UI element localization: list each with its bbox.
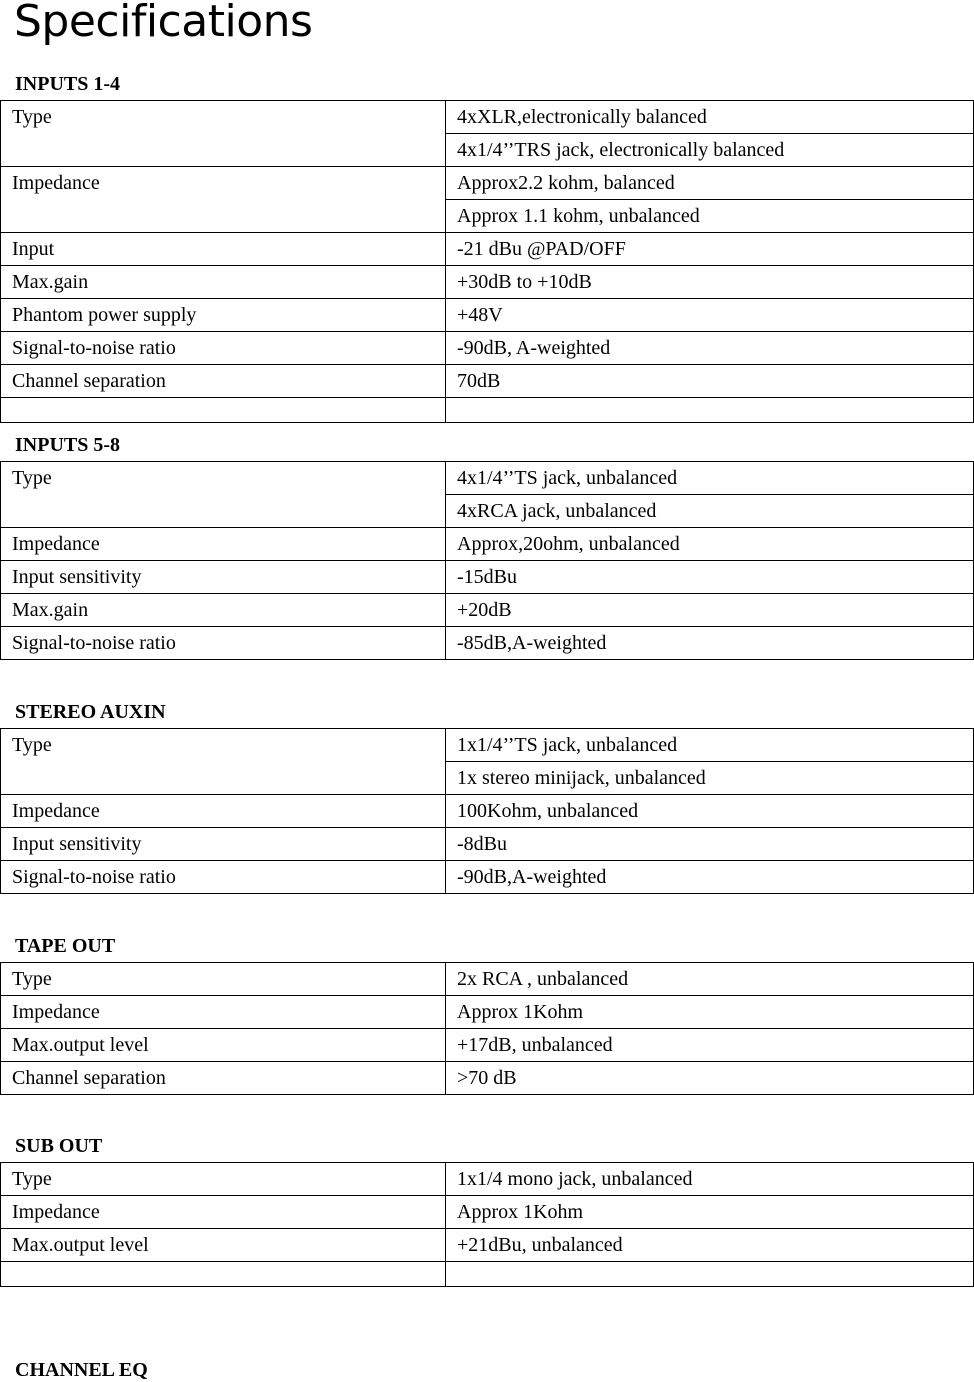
spec-label: Channel separation bbox=[1, 365, 446, 398]
spec-value: 100Kohm, unbalanced bbox=[446, 795, 974, 828]
spec-label: Input sensitivity bbox=[1, 561, 446, 594]
spec-label: Signal-to-noise ratio bbox=[1, 861, 446, 894]
section-title-tape-out: TAPE OUT bbox=[15, 935, 116, 957]
spec-label: Type bbox=[1, 462, 446, 528]
section-title-stereo-auxin: STEREO AUXIN bbox=[15, 701, 166, 723]
section-title-inputs-1-4: INPUTS 1-4 bbox=[15, 73, 121, 95]
spec-label: Max.gain bbox=[1, 594, 446, 627]
table-row bbox=[1, 462, 974, 495]
spec-value: 70dB bbox=[446, 365, 974, 398]
table-row bbox=[1, 594, 974, 627]
table-row bbox=[1, 1029, 974, 1062]
spec-value: +17dB, unbalanced bbox=[446, 1029, 974, 1062]
empty-cell bbox=[1, 398, 446, 423]
spec-label: Max.output level bbox=[1, 1029, 446, 1062]
spec-label: Input bbox=[1, 233, 446, 266]
spec-label: Impedance bbox=[1, 1196, 446, 1229]
spec-value: 1x stereo minijack, unbalanced bbox=[446, 762, 974, 795]
spec-value: +30dB to +10dB bbox=[446, 266, 974, 299]
spec-label: Type bbox=[1, 1163, 446, 1196]
spec-value: -8dBu bbox=[446, 828, 974, 861]
spec-value: 1x1/4 mono jack, unbalanced bbox=[446, 1163, 974, 1196]
table-row bbox=[1, 528, 974, 561]
spec-value: 1x1/4’’TS jack, unbalanced bbox=[446, 729, 974, 762]
table-row bbox=[1, 828, 974, 861]
spec-table-inputs-5-8 bbox=[0, 461, 974, 660]
spec-table-inputs-1-4 bbox=[0, 100, 974, 423]
spec-value: +21dBu, unbalanced bbox=[446, 1229, 974, 1262]
spec-value: +48V bbox=[446, 299, 974, 332]
spec-label: Type bbox=[1, 963, 446, 996]
empty-cell bbox=[446, 1262, 974, 1287]
table-row bbox=[1, 729, 974, 762]
table-row bbox=[1, 299, 974, 332]
spec-label: Impedance bbox=[1, 795, 446, 828]
table-row bbox=[1, 795, 974, 828]
table-row bbox=[1, 365, 974, 398]
spec-label: Signal-to-noise ratio bbox=[1, 627, 446, 660]
table-row bbox=[1, 233, 974, 266]
spec-label: Phantom power supply bbox=[1, 299, 446, 332]
spec-value: Approx,20ohm, unbalanced bbox=[446, 528, 974, 561]
section-title-inputs-5-8: INPUTS 5-8 bbox=[15, 434, 121, 456]
spec-label: Max.gain bbox=[1, 266, 446, 299]
spec-value: 4xRCA jack, unbalanced bbox=[446, 495, 974, 528]
spec-value: 4x1/4’’TRS jack, electronically balanced bbox=[446, 134, 974, 167]
table-row bbox=[1, 627, 974, 660]
table-row-empty bbox=[1, 1262, 974, 1287]
spec-label: Type bbox=[1, 101, 446, 167]
spec-value: Approx 1Kohm bbox=[446, 1196, 974, 1229]
empty-cell bbox=[1, 1262, 446, 1287]
spec-label: Max.output level bbox=[1, 1229, 446, 1262]
empty-cell bbox=[446, 398, 974, 423]
table-row bbox=[1, 996, 974, 1029]
spec-value: Approx2.2 kohm, balanced bbox=[446, 167, 974, 200]
table-row bbox=[1, 1229, 974, 1262]
spec-value: >70 dB bbox=[446, 1062, 974, 1095]
spec-label: Channel separation bbox=[1, 1062, 446, 1095]
spec-value: -85dB,A-weighted bbox=[446, 627, 974, 660]
spec-value: -21 dBu @PAD/OFF bbox=[446, 233, 974, 266]
spec-table-sub-out bbox=[0, 1162, 974, 1287]
spec-table-tape-out bbox=[0, 962, 974, 1095]
table-row bbox=[1, 561, 974, 594]
spec-value: Approx 1.1 kohm, unbalanced bbox=[446, 200, 974, 233]
table-row bbox=[1, 101, 974, 134]
spec-table-stereo-auxin bbox=[0, 728, 974, 894]
spec-label: Impedance bbox=[1, 167, 446, 233]
spec-value: 2x RCA , unbalanced bbox=[446, 963, 974, 996]
table-row bbox=[1, 1062, 974, 1095]
section-title-channel-eq: CHANNEL EQ bbox=[15, 1359, 148, 1381]
page-title: Specifications bbox=[14, 0, 313, 47]
spec-label: Type bbox=[1, 729, 446, 795]
spec-value: -90dB, A-weighted bbox=[446, 332, 974, 365]
table-row bbox=[1, 963, 974, 996]
spec-value: 4xXLR,electronically balanced bbox=[446, 101, 974, 134]
table-row-empty bbox=[1, 398, 974, 423]
table-row bbox=[1, 332, 974, 365]
spec-label: Signal-to-noise ratio bbox=[1, 332, 446, 365]
spec-label: Impedance bbox=[1, 528, 446, 561]
table-row bbox=[1, 1163, 974, 1196]
table-row bbox=[1, 167, 974, 200]
section-title-sub-out: SUB OUT bbox=[15, 1135, 103, 1157]
spec-value: -90dB,A-weighted bbox=[446, 861, 974, 894]
spec-label: Impedance bbox=[1, 996, 446, 1029]
spec-label: Input sensitivity bbox=[1, 828, 446, 861]
spec-value: +20dB bbox=[446, 594, 974, 627]
spec-value: 4x1/4’’TS jack, unbalanced bbox=[446, 462, 974, 495]
table-row bbox=[1, 266, 974, 299]
spec-value: Approx 1Kohm bbox=[446, 996, 974, 1029]
table-row bbox=[1, 861, 974, 894]
spec-value: -15dBu bbox=[446, 561, 974, 594]
table-row bbox=[1, 1196, 974, 1229]
